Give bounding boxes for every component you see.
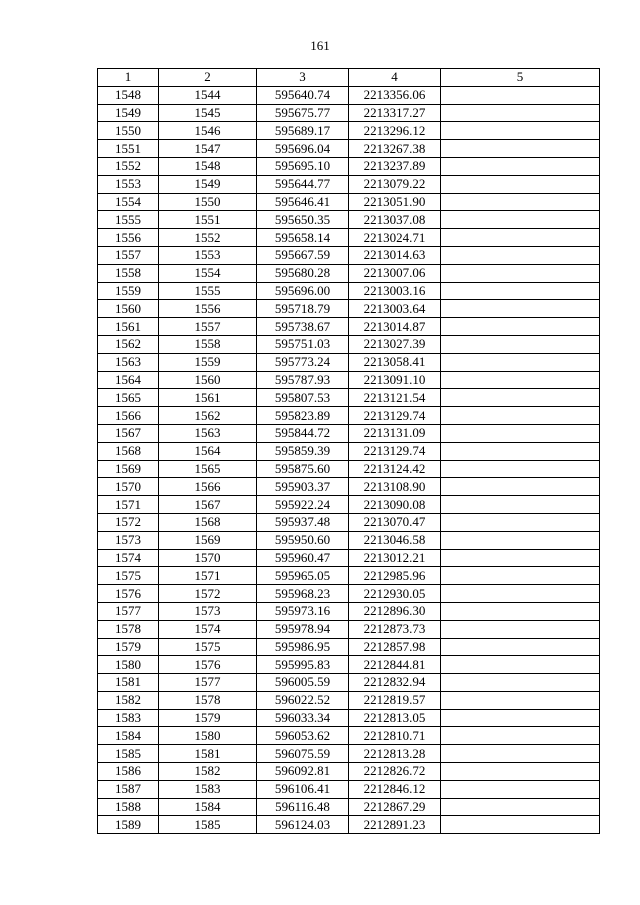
table-cell-col2: 1565 xyxy=(159,460,257,478)
table-row xyxy=(98,513,600,531)
table-cell-col5 xyxy=(441,282,600,300)
table-cell-col4: 2212867.29 xyxy=(349,798,441,816)
table-row xyxy=(98,691,600,709)
coordinates-table xyxy=(97,68,600,834)
table-cell-col5 xyxy=(441,104,600,122)
table-cell-col5 xyxy=(441,371,600,389)
table-cell-col3: 596033.34 xyxy=(257,709,349,727)
table-cell-col1: 1549 xyxy=(98,104,159,122)
table-cell-col5 xyxy=(441,442,600,460)
table-cell-col5 xyxy=(441,175,600,193)
table-cell-col1: 1579 xyxy=(98,638,159,656)
table-cell-col5 xyxy=(441,229,600,247)
table-cell-col3: 595738.67 xyxy=(257,318,349,336)
table-cell-col5 xyxy=(441,816,600,834)
table-cell-col4: 2213003.16 xyxy=(349,282,441,300)
table-cell-col1: 1552 xyxy=(98,157,159,175)
table-cell-col5 xyxy=(441,727,600,745)
table-cell-col1: 1558 xyxy=(98,264,159,282)
table-cell-col1: 1570 xyxy=(98,478,159,496)
table-cell-col1: 1568 xyxy=(98,442,159,460)
table-row xyxy=(98,745,600,763)
table-row xyxy=(98,353,600,371)
table-cell-col5 xyxy=(441,460,600,478)
table-cell-col5 xyxy=(441,691,600,709)
table-cell-col4: 2212813.05 xyxy=(349,709,441,727)
table-cell-col4: 2213124.42 xyxy=(349,460,441,478)
table-cell-col3: 596053.62 xyxy=(257,727,349,745)
table-cell-col4: 2213003.64 xyxy=(349,300,441,318)
table-cell-col2: 1551 xyxy=(159,211,257,229)
table-cell-col3: 595965.05 xyxy=(257,567,349,585)
table-cell-col1: 1548 xyxy=(98,86,159,104)
table-cell-col4: 2212891.23 xyxy=(349,816,441,834)
table-cell-col5 xyxy=(441,709,600,727)
table-cell-col3: 595695.10 xyxy=(257,157,349,175)
table-cell-col1: 1567 xyxy=(98,424,159,442)
table-cell-col4: 2212930.05 xyxy=(349,585,441,603)
table-row xyxy=(98,674,600,692)
table-cell-col3: 595644.77 xyxy=(257,175,349,193)
table-cell-col1: 1588 xyxy=(98,798,159,816)
table-cell-col3: 595675.77 xyxy=(257,104,349,122)
table-cell-col1: 1577 xyxy=(98,602,159,620)
table-cell-col1: 1554 xyxy=(98,193,159,211)
table-cell-col4: 2213014.87 xyxy=(349,318,441,336)
table-cell-col2: 1545 xyxy=(159,104,257,122)
table-cell-col5 xyxy=(441,549,600,567)
table-cell-col4: 2213237.89 xyxy=(349,157,441,175)
table-cell-col4: 2213131.09 xyxy=(349,424,441,442)
table-row xyxy=(98,335,600,353)
table-cell-col3: 595807.53 xyxy=(257,389,349,407)
table-cell-col3: 595667.59 xyxy=(257,246,349,264)
table-cell-col5 xyxy=(441,353,600,371)
table-cell-col2: 1580 xyxy=(159,727,257,745)
table-cell-col5 xyxy=(441,335,600,353)
table-cell-col2: 1560 xyxy=(159,371,257,389)
table-cell-col1: 1561 xyxy=(98,318,159,336)
table-cell-col4: 2212810.71 xyxy=(349,727,441,745)
table-cell-col3: 595658.14 xyxy=(257,229,349,247)
table-cell-col2: 1570 xyxy=(159,549,257,567)
table-cell-col1: 1556 xyxy=(98,229,159,247)
table-cell-col2: 1569 xyxy=(159,531,257,549)
table-row xyxy=(98,585,600,603)
table-cell-col3: 595787.93 xyxy=(257,371,349,389)
table-cell-col4: 2213108.90 xyxy=(349,478,441,496)
table-cell-col4: 2212857.98 xyxy=(349,638,441,656)
table-row xyxy=(98,442,600,460)
table-cell-col3: 595978.94 xyxy=(257,620,349,638)
table-row xyxy=(98,531,600,549)
table-cell-col2: 1574 xyxy=(159,620,257,638)
table-cell-col4: 2213024.71 xyxy=(349,229,441,247)
table-row xyxy=(98,549,600,567)
table-cell-col5 xyxy=(441,211,600,229)
table-cell-col4: 2213121.54 xyxy=(349,389,441,407)
table-row xyxy=(98,318,600,336)
table-cell-col1: 1571 xyxy=(98,496,159,514)
table-cell-col5 xyxy=(441,567,600,585)
table-cell-col4: 2212844.81 xyxy=(349,656,441,674)
table-cell-col2: 1576 xyxy=(159,656,257,674)
table-row xyxy=(98,496,600,514)
table-cell-col2: 1584 xyxy=(159,798,257,816)
table-row xyxy=(98,229,600,247)
table-cell-col5 xyxy=(441,264,600,282)
table-row xyxy=(98,140,600,158)
table-cell-col2: 1558 xyxy=(159,335,257,353)
table-cell-col4: 2213317.27 xyxy=(349,104,441,122)
table-cell-col1: 1559 xyxy=(98,282,159,300)
table-cell-col4: 2213129.74 xyxy=(349,407,441,425)
table-cell-col1: 1575 xyxy=(98,567,159,585)
table-cell-col4: 2212985.96 xyxy=(349,567,441,585)
table-cell-col3: 595696.00 xyxy=(257,282,349,300)
table-cell-col2: 1566 xyxy=(159,478,257,496)
table-cell-col3: 595823.89 xyxy=(257,407,349,425)
table-cell-col4: 2213296.12 xyxy=(349,122,441,140)
table-cell-col1: 1569 xyxy=(98,460,159,478)
column-header-5: 5 xyxy=(441,69,600,87)
table-cell-col2: 1546 xyxy=(159,122,257,140)
table-cell-col1: 1578 xyxy=(98,620,159,638)
table-cell-col5 xyxy=(441,585,600,603)
table-row xyxy=(98,104,600,122)
table-cell-col3: 595903.37 xyxy=(257,478,349,496)
page-number: 161 xyxy=(310,38,330,53)
table-cell-col1: 1555 xyxy=(98,211,159,229)
table-cell-col5 xyxy=(441,193,600,211)
table-cell-col4: 2213046.58 xyxy=(349,531,441,549)
table-row xyxy=(98,389,600,407)
table-cell-col3: 596092.81 xyxy=(257,763,349,781)
column-header-4: 4 xyxy=(349,69,441,87)
table-cell-col3: 595751.03 xyxy=(257,335,349,353)
table-cell-col2: 1572 xyxy=(159,585,257,603)
table-cell-col2: 1555 xyxy=(159,282,257,300)
table-cell-col5 xyxy=(441,318,600,336)
table-cell-col4: 2213070.47 xyxy=(349,513,441,531)
table-cell-col3: 595986.95 xyxy=(257,638,349,656)
table-cell-col3: 595859.39 xyxy=(257,442,349,460)
table-row xyxy=(98,780,600,798)
table-cell-col3: 595650.35 xyxy=(257,211,349,229)
table-cell-col3: 595922.24 xyxy=(257,496,349,514)
table-cell-col3: 595973.16 xyxy=(257,602,349,620)
table-cell-col4: 2213012.21 xyxy=(349,549,441,567)
table-cell-col5 xyxy=(441,656,600,674)
table-cell-col1: 1582 xyxy=(98,691,159,709)
table-cell-col4: 2212813.28 xyxy=(349,745,441,763)
table-cell-col2: 1564 xyxy=(159,442,257,460)
table-cell-col4: 2212832.94 xyxy=(349,674,441,692)
table-cell-col4: 2213014.63 xyxy=(349,246,441,264)
table-cell-col2: 1556 xyxy=(159,300,257,318)
table-cell-col1: 1576 xyxy=(98,585,159,603)
table-cell-col2: 1571 xyxy=(159,567,257,585)
table-cell-col1: 1562 xyxy=(98,335,159,353)
table-cell-col1: 1574 xyxy=(98,549,159,567)
table-cell-col2: 1548 xyxy=(159,157,257,175)
table-cell-col1: 1564 xyxy=(98,371,159,389)
table-body xyxy=(98,86,600,833)
table-cell-col4: 2213090.08 xyxy=(349,496,441,514)
table-cell-col3: 595968.23 xyxy=(257,585,349,603)
table-cell-col2: 1581 xyxy=(159,745,257,763)
table-cell-col2: 1582 xyxy=(159,763,257,781)
table-row xyxy=(98,175,600,193)
table-cell-col5 xyxy=(441,798,600,816)
table-cell-col1: 1572 xyxy=(98,513,159,531)
table-row xyxy=(98,620,600,638)
table-row xyxy=(98,460,600,478)
table-cell-col5 xyxy=(441,157,600,175)
table-cell-col3: 596124.03 xyxy=(257,816,349,834)
table-cell-col4: 2213356.06 xyxy=(349,86,441,104)
table-cell-col3: 596022.52 xyxy=(257,691,349,709)
table-cell-col5 xyxy=(441,513,600,531)
table-cell-col3: 596075.59 xyxy=(257,745,349,763)
table-row xyxy=(98,567,600,585)
table-cell-col3: 595680.28 xyxy=(257,264,349,282)
table-row xyxy=(98,478,600,496)
table-cell-col3: 595773.24 xyxy=(257,353,349,371)
table-cell-col4: 2213079.22 xyxy=(349,175,441,193)
table-row xyxy=(98,407,600,425)
table-row xyxy=(98,300,600,318)
table-cell-col3: 595950.60 xyxy=(257,531,349,549)
table-cell-col5 xyxy=(441,389,600,407)
table-cell-col3: 595696.04 xyxy=(257,140,349,158)
table-cell-col2: 1567 xyxy=(159,496,257,514)
table-cell-col3: 595689.17 xyxy=(257,122,349,140)
table-row xyxy=(98,709,600,727)
table-cell-col2: 1585 xyxy=(159,816,257,834)
table-cell-col2: 1544 xyxy=(159,86,257,104)
table-cell-col2: 1568 xyxy=(159,513,257,531)
table-cell-col3: 595875.60 xyxy=(257,460,349,478)
table-cell-col2: 1561 xyxy=(159,389,257,407)
table-cell-col2: 1573 xyxy=(159,602,257,620)
table-cell-col3: 595640.74 xyxy=(257,86,349,104)
table-row xyxy=(98,157,600,175)
table-cell-col4: 2213027.39 xyxy=(349,335,441,353)
table-cell-col5 xyxy=(441,122,600,140)
table-header xyxy=(98,69,600,87)
table-cell-col4: 2213129.74 xyxy=(349,442,441,460)
table-cell-col4: 2212896.30 xyxy=(349,602,441,620)
table-cell-col1: 1580 xyxy=(98,656,159,674)
table-row xyxy=(98,371,600,389)
table-cell-col2: 1549 xyxy=(159,175,257,193)
table-cell-col2: 1553 xyxy=(159,246,257,264)
table-cell-col3: 596106.41 xyxy=(257,780,349,798)
table-row xyxy=(98,282,600,300)
table-row xyxy=(98,602,600,620)
table-cell-col1: 1553 xyxy=(98,175,159,193)
table-cell-col2: 1583 xyxy=(159,780,257,798)
table-cell-col5 xyxy=(441,424,600,442)
table-cell-col1: 1586 xyxy=(98,763,159,781)
table-cell-col1: 1557 xyxy=(98,246,159,264)
table-cell-col4: 2212873.73 xyxy=(349,620,441,638)
table-row xyxy=(98,798,600,816)
table-cell-col4: 2213051.90 xyxy=(349,193,441,211)
table-cell-col2: 1557 xyxy=(159,318,257,336)
table-cell-col2: 1578 xyxy=(159,691,257,709)
table-cell-col1: 1587 xyxy=(98,780,159,798)
table-cell-col5 xyxy=(441,531,600,549)
table-row xyxy=(98,193,600,211)
table-cell-col1: 1585 xyxy=(98,745,159,763)
table-cell-col3: 595844.72 xyxy=(257,424,349,442)
table-cell-col2: 1552 xyxy=(159,229,257,247)
table-row xyxy=(98,763,600,781)
table-cell-col1: 1589 xyxy=(98,816,159,834)
table-cell-col5 xyxy=(441,300,600,318)
table-cell-col1: 1581 xyxy=(98,674,159,692)
table-row xyxy=(98,211,600,229)
table-cell-col3: 595646.41 xyxy=(257,193,349,211)
table-cell-col2: 1575 xyxy=(159,638,257,656)
table-cell-col5 xyxy=(441,674,600,692)
table-cell-col5 xyxy=(441,763,600,781)
table-cell-col5 xyxy=(441,140,600,158)
table-cell-col4: 2213267.38 xyxy=(349,140,441,158)
table-row xyxy=(98,264,600,282)
table-cell-col2: 1554 xyxy=(159,264,257,282)
table-row xyxy=(98,656,600,674)
table-row xyxy=(98,122,600,140)
table-cell-col1: 1584 xyxy=(98,727,159,745)
table-cell-col5 xyxy=(441,620,600,638)
column-header-1: 1 xyxy=(98,69,159,87)
table-cell-col4: 2212846.12 xyxy=(349,780,441,798)
table-cell-col1: 1563 xyxy=(98,353,159,371)
column-header-3: 3 xyxy=(257,69,349,87)
table-cell-col1: 1560 xyxy=(98,300,159,318)
table-cell-col1: 1550 xyxy=(98,122,159,140)
table-cell-col1: 1565 xyxy=(98,389,159,407)
table-row xyxy=(98,86,600,104)
table-cell-col5 xyxy=(441,246,600,264)
table-row xyxy=(98,727,600,745)
table-cell-col4: 2213007.06 xyxy=(349,264,441,282)
table-cell-col2: 1562 xyxy=(159,407,257,425)
table-cell-col5 xyxy=(441,602,600,620)
table-cell-col2: 1579 xyxy=(159,709,257,727)
table-cell-col4: 2213091.10 xyxy=(349,371,441,389)
table-cell-col5 xyxy=(441,780,600,798)
column-header-2: 2 xyxy=(159,69,257,87)
table-cell-col1: 1573 xyxy=(98,531,159,549)
table-cell-col3: 595718.79 xyxy=(257,300,349,318)
table-cell-col3: 595937.48 xyxy=(257,513,349,531)
table-cell-col4: 2212819.57 xyxy=(349,691,441,709)
table-cell-col1: 1583 xyxy=(98,709,159,727)
table-row xyxy=(98,638,600,656)
table-cell-col2: 1563 xyxy=(159,424,257,442)
table-cell-col2: 1559 xyxy=(159,353,257,371)
table-row xyxy=(98,816,600,834)
table-row xyxy=(98,424,600,442)
table-cell-col4: 2213037.08 xyxy=(349,211,441,229)
table-cell-col1: 1551 xyxy=(98,140,159,158)
table-cell-col2: 1550 xyxy=(159,193,257,211)
table-cell-col5 xyxy=(441,745,600,763)
table-cell-col5 xyxy=(441,638,600,656)
table-cell-col3: 596005.59 xyxy=(257,674,349,692)
table-cell-col2: 1577 xyxy=(159,674,257,692)
table-cell-col5 xyxy=(441,496,600,514)
table-cell-col5 xyxy=(441,478,600,496)
table-row xyxy=(98,246,600,264)
table-cell-col1: 1566 xyxy=(98,407,159,425)
table-cell-col4: 2212826.72 xyxy=(349,763,441,781)
table-cell-col4: 2213058.41 xyxy=(349,353,441,371)
table-cell-col3: 595995.83 xyxy=(257,656,349,674)
table-cell-col5 xyxy=(441,407,600,425)
header-row xyxy=(98,69,600,87)
table-cell-col5 xyxy=(441,86,600,104)
table-cell-col3: 596116.48 xyxy=(257,798,349,816)
table-cell-col3: 595960.47 xyxy=(257,549,349,567)
table-cell-col2: 1547 xyxy=(159,140,257,158)
